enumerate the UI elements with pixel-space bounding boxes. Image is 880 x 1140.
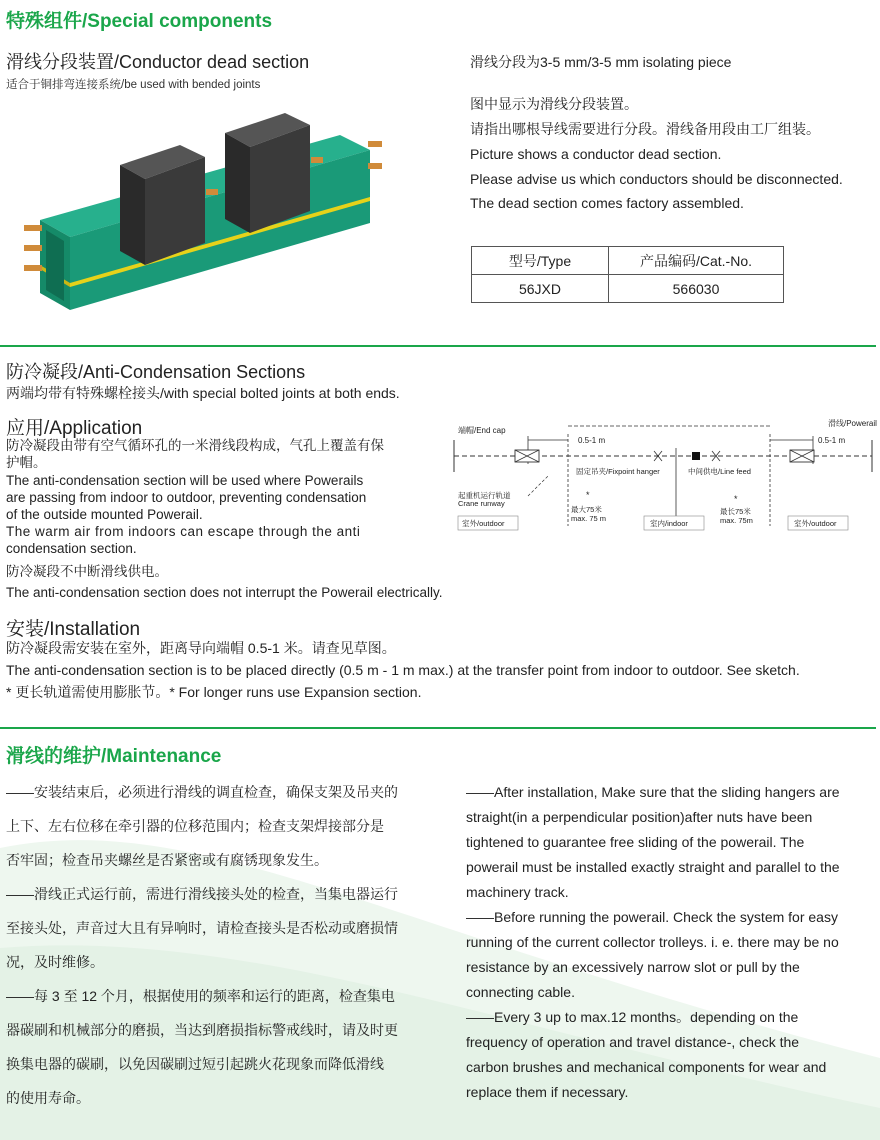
application-cn-3: 防冷凝段不中断滑线供电。 bbox=[6, 564, 168, 579]
maintenance-en-line-11: frequency of operation and travel distance-, check the bbox=[466, 1034, 800, 1050]
maintenance-en-line-10: ——Every 3 up to max.12 months。depending on the bbox=[466, 1009, 799, 1025]
sketch-max-cn-1: 最大75米 bbox=[571, 505, 602, 514]
maintenance-en-line-2: straight(in a perpendicular position)after nuts have been bbox=[466, 809, 813, 825]
spec-table-type-value: 56JXD bbox=[472, 275, 609, 303]
installation-cn: 防冷凝段需安装在室外，距离导向端帽 0.5-1 米。请查见草图。 bbox=[6, 640, 396, 656]
section-divider-2 bbox=[0, 727, 876, 729]
application-en-5: condensation section. bbox=[6, 541, 137, 556]
anti-condensation-heading: 防冷凝段/Anti-Condensation Sections bbox=[6, 362, 306, 382]
desc-en-3: The dead section comes factory assembled. bbox=[470, 195, 744, 211]
sketch-fixpoint-label: 固定吊夹/Fixpoint hanger bbox=[576, 467, 660, 476]
desc-cn-2: 请指出哪根导线需要进行分段。滑线备用段由工厂组装。 bbox=[470, 121, 820, 137]
sketch-star-2: * bbox=[734, 494, 738, 504]
maintenance-en-line-1: ——After installation, Make sure that the sliding hangers are bbox=[466, 784, 840, 800]
application-en-3: of the outside mounted Powerail. bbox=[6, 507, 203, 522]
sketch-max-en-1: max. 75 m bbox=[571, 514, 607, 523]
maintenance-cn-line-5: 至接头处，声音过大且有异响时，请检查接头是否松动或磨损情 bbox=[6, 920, 398, 936]
spec-table-catno-value: 566030 bbox=[609, 275, 784, 303]
installation-note: * 更长轨道需使用膨胀节。* For longer runs use Expansion section. bbox=[6, 684, 422, 700]
sketch-dist-left: 0.5-1 m bbox=[578, 436, 606, 445]
sketch-line-feed-label: 中间供电/Line feed bbox=[688, 467, 751, 476]
section-divider-1 bbox=[0, 345, 876, 347]
maintenance-en-column bbox=[466, 780, 878, 1105]
sketch-indoor: 室内/indoor bbox=[650, 519, 688, 528]
maintenance-cn-line-7: ——每 3 至 12 个月，根据使用的频率和运行的距离，检查集电 bbox=[6, 988, 395, 1004]
maintenance-cn-line-9: 换集电器的碳刷，以免因碳刷过短引起跳火花现象而降低滑线 bbox=[6, 1056, 384, 1072]
spec-table-header-catno: 产品编码/Cat.-No. bbox=[609, 247, 784, 275]
sketch-runway-cn: 起重机运行轨道 bbox=[458, 491, 511, 500]
maintenance-en-line-12: carbon brushes and mechanical components for wear and bbox=[466, 1059, 827, 1075]
maintenance-cn-line-10: 的使用寿命。 bbox=[6, 1090, 90, 1106]
sketch-outdoor-left: 室外/outdoor bbox=[462, 519, 505, 528]
maintenance-en-line-9: connecting cable. bbox=[466, 984, 575, 1000]
maintenance-en-line-6: ——Before running the powerail. Check the system for easy bbox=[466, 909, 838, 925]
sketch-outdoor-right: 室外/outdoor bbox=[794, 519, 837, 528]
maintenance-cn-column bbox=[6, 780, 426, 1111]
sketch-end-cap-label: 端帽/End cap bbox=[458, 426, 506, 435]
application-cn-2: 护帽。 bbox=[6, 455, 47, 470]
maintenance-cn-line-3: 否牢固；检查吊夹螺丝是否紧密或有腐锈现象发生。 bbox=[6, 852, 328, 868]
maintenance-cn-line-4: ——滑线正式运行前，需进行滑线接头处的检查，当集电器运行 bbox=[6, 886, 398, 902]
maintenance-en-line-8: resistance by an excessively narrow slot or pull by the bbox=[466, 959, 800, 975]
maintenance-en-line-5: machinery track. bbox=[466, 884, 569, 900]
sketch-runway-en: Crane runway bbox=[458, 499, 505, 508]
installation-en: The anti-condensation section is to be placed directly (0.5 m - 1 m max.) at the transfer point from indoor to outdoor. See sketch. bbox=[6, 662, 800, 678]
maintenance-cn-line-1: ——安装结束后，必须进行滑线的调直检查，确保支架及吊夹的 bbox=[6, 784, 398, 800]
installation-heading: 安装/Installation bbox=[6, 619, 141, 640]
maintenance-title: 滑线的维护/Maintenance bbox=[6, 746, 222, 767]
maintenance-en-line-3: tightened to guarantee free sliding of the powerail. The bbox=[466, 834, 805, 850]
spec-table-header-type: 型号/Type bbox=[472, 247, 609, 275]
sketch-star-1: * bbox=[586, 490, 590, 500]
application-heading: 应用/Application bbox=[6, 418, 143, 439]
sketch-dist-right: 0.5-1 m bbox=[818, 436, 846, 445]
application-en-1: The anti-condensation section will be used where Powerails bbox=[6, 473, 364, 488]
maintenance-en-line-4: powerail must be installed exactly straight and parallel to the bbox=[466, 859, 840, 875]
dead-section-heading: 滑线分段装置/Conductor dead section bbox=[6, 52, 310, 72]
maintenance-cn-line-8: 器碳刷和机械部分的磨损，当达到磨损指标警戒线时，请及时更 bbox=[6, 1022, 398, 1038]
installation-sketch bbox=[448, 418, 878, 538]
desc-cn-1: 图中显示为滑线分段装置。 bbox=[470, 96, 638, 112]
isolating-piece-text: 滑线分段为3-5 mm/3-5 mm isolating piece bbox=[470, 54, 732, 70]
desc-en-1: Picture shows a conductor dead section. bbox=[470, 146, 722, 162]
desc-en-2: Please advise us which conductors should be disconnected. bbox=[470, 171, 843, 187]
maintenance-cn-line-2: 上下、左右位移在牵引器的位移范围内；检查支架焊接部分是 bbox=[6, 818, 384, 834]
application-en-6: The anti-condensation section does not interrupt the Powerail electrically. bbox=[6, 585, 443, 600]
sketch-powerail-label: 滑线/Powerail bbox=[828, 419, 877, 428]
maintenance-cn-line-6: 况，及时维修。 bbox=[6, 954, 104, 970]
spec-table bbox=[471, 246, 784, 303]
sketch-max-cn-2: 最长75米 bbox=[720, 507, 751, 516]
maintenance-en-line-13: replace them if necessary. bbox=[466, 1084, 629, 1100]
dead-section-product-image bbox=[10, 105, 390, 320]
anti-condensation-subheading: 两端均带有特殊螺栓接头/with special bolted joints at both ends. bbox=[6, 385, 400, 401]
sketch-max-en-2: max. 75m bbox=[720, 516, 753, 525]
application-en-2: are passing from indoor to outdoor, preventing condensation bbox=[6, 490, 367, 505]
application-cn-1: 防冷凝段由带有空气循环孔的一米滑线段构成，气孔上覆盖有保 bbox=[6, 438, 384, 453]
special-components-title: 特殊组件/Special components bbox=[6, 11, 273, 32]
application-en-4: The warm air from indoors can escape through the anti bbox=[6, 524, 361, 539]
maintenance-en-line-7: running of the current collector trolleys. i. e. there may be no bbox=[466, 934, 839, 950]
dead-section-subheading: 适合于铜排弯连接系统/be used with bended joints bbox=[6, 79, 261, 91]
